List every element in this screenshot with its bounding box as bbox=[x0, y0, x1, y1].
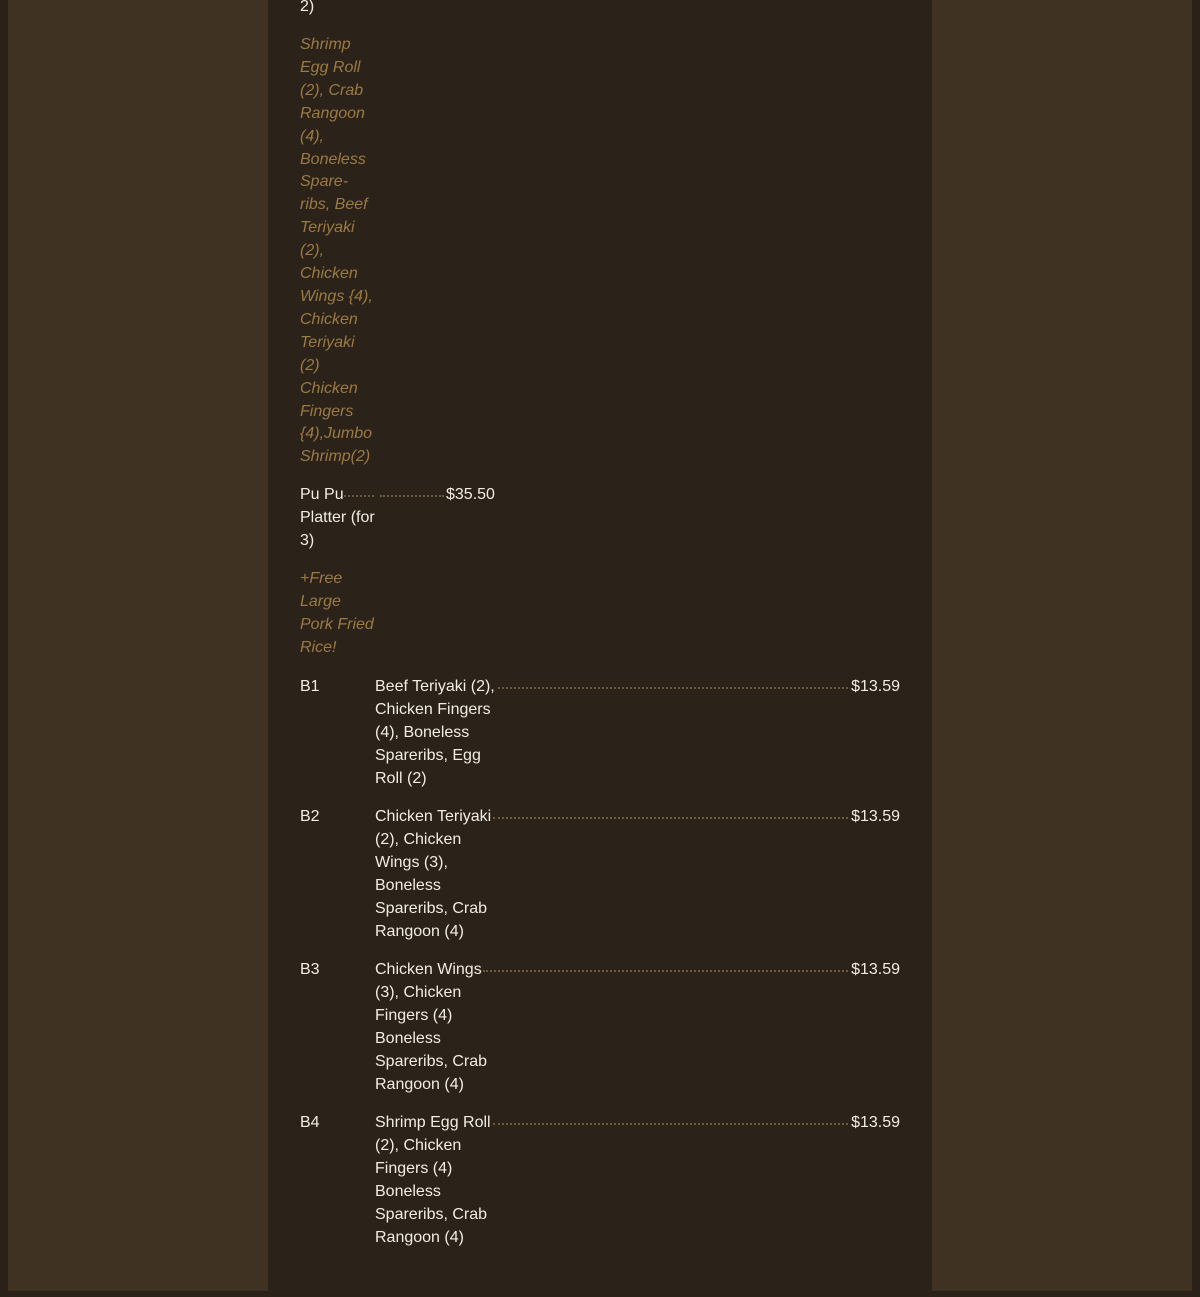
combo-code: B2 bbox=[300, 808, 320, 825]
price-leader-dots bbox=[493, 817, 848, 819]
bottom-edge bbox=[0, 1291, 1200, 1297]
left-side-panel bbox=[8, 0, 268, 1291]
price-leader-dots bbox=[483, 970, 848, 972]
menu-item-name: Pu Pu Platter (for 3) bbox=[300, 486, 375, 549]
pupu-platter-note: +Free Large Pork Fried Rice! bbox=[300, 570, 374, 656]
combo-description: Shrimp Egg Roll (2), Chicken Fingers (4) Boneless Spareribs, Crab Rangoon (4) bbox=[375, 1114, 491, 1246]
previous-item-name-tail: 2) bbox=[300, 0, 315, 15]
price-leader-dots bbox=[344, 495, 374, 497]
combo-description: Beef Teriyaki (2), Chicken Fingers (4), Boneless Spareribs, Egg Roll (2) bbox=[375, 678, 495, 787]
price-leader-dots bbox=[493, 1123, 848, 1125]
menu-item-price: $35.50 bbox=[446, 486, 495, 503]
combo-price: $13.59 bbox=[851, 1114, 900, 1131]
combo-price: $13.59 bbox=[851, 808, 900, 825]
combo-code: B1 bbox=[300, 678, 320, 695]
combo-description: Chicken Teriyaki (2), Chicken Wings (3), Boneless Spareribs, Crab Rangoon (4) bbox=[375, 808, 492, 940]
platter-description: Shrimp Egg Roll (2), Crab Rangoon (4), Boneless Spare-ribs, Beef Teriyaki (2), Chicken Wings {4), Chicken Teriyaki (2) Chicken Fingers {4),Jumbo Shrimp(2) bbox=[300, 36, 373, 466]
menu-item-pupu-platter bbox=[300, 484, 496, 554]
combo-description: Chicken Wings (3), Chicken Fingers (4) Boneless Spareribs, Crab Rangoon (4) bbox=[375, 961, 488, 1093]
combo-price: $13.59 bbox=[851, 961, 900, 978]
right-side-panel bbox=[932, 0, 1192, 1291]
combo-code: B4 bbox=[300, 1114, 320, 1131]
price-leader-dots bbox=[380, 495, 444, 497]
price-leader-dots bbox=[498, 687, 848, 689]
combo-price: $13.59 bbox=[851, 678, 900, 695]
combo-code: B3 bbox=[300, 961, 320, 978]
